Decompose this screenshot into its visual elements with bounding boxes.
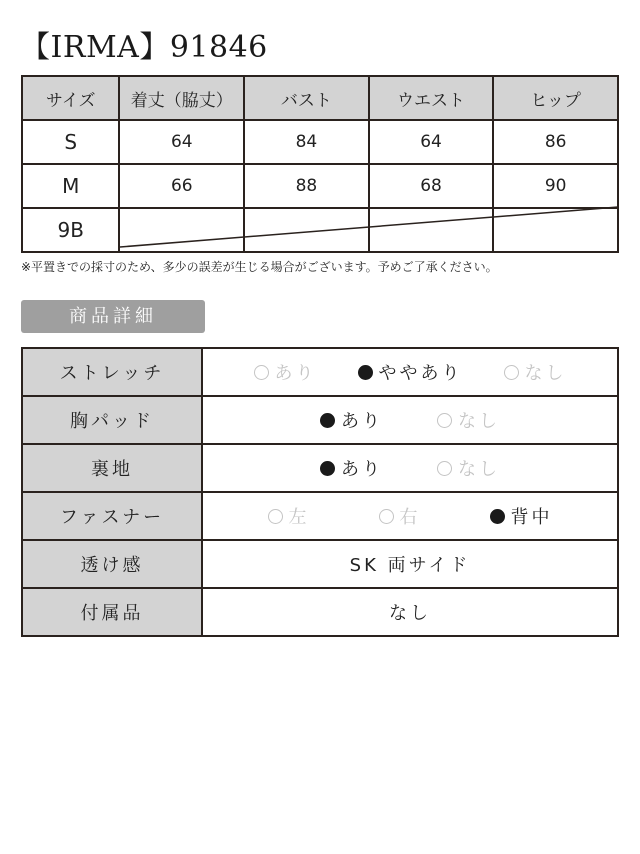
accessories-value: なし — [202, 588, 618, 636]
option-label: なし — [458, 459, 500, 480]
radio-dot-icon — [379, 509, 394, 524]
option-item — [254, 359, 317, 385]
option-label: あり — [341, 411, 383, 432]
option-label: 背中 — [510, 507, 553, 528]
cell-hip: 86 — [493, 120, 618, 164]
detail-row-zipper — [22, 492, 618, 540]
detail-row-sheerness — [22, 540, 618, 588]
option-item — [379, 503, 421, 529]
detail-row-accessories — [22, 588, 618, 636]
header-length: 着丈（脇丈） — [119, 76, 244, 120]
option-label: 右 — [399, 507, 421, 528]
option-label: 左 — [288, 507, 310, 528]
header-hip: ヒップ — [493, 76, 618, 120]
option-label: ややあり — [378, 363, 463, 384]
cell-waist — [369, 208, 494, 252]
cell-waist: 68 — [369, 164, 494, 208]
detail-table — [21, 347, 619, 637]
option-item — [504, 359, 567, 385]
cell-waist: 64 — [369, 120, 494, 164]
size-label: 9B — [22, 208, 119, 252]
size-table-header-row — [22, 76, 618, 120]
radio-dot-icon — [320, 461, 335, 476]
option-label: あり — [341, 459, 383, 480]
radio-dot-icon — [504, 365, 519, 380]
radio-dot-icon — [437, 413, 452, 428]
detail-label: 胸パッド — [22, 396, 202, 444]
sheerness-value: SK 両サイド — [202, 540, 618, 588]
option-item — [358, 359, 463, 385]
cell-hip — [493, 208, 618, 252]
radio-dot-icon — [254, 365, 269, 380]
chest-pad-options — [203, 407, 617, 433]
option-label: なし — [524, 363, 567, 384]
product-title: 【IRMA】91846 — [20, 30, 268, 65]
detail-label: ファスナー — [22, 492, 202, 540]
cell-length: 64 — [119, 120, 244, 164]
option-item — [320, 455, 383, 481]
radio-dot-icon — [320, 413, 335, 428]
detail-label: 裏地 — [22, 444, 202, 492]
table-row — [22, 120, 618, 164]
detail-label: 透け感 — [22, 540, 202, 588]
zipper-options — [203, 503, 617, 529]
cell-bust — [244, 208, 369, 252]
radio-dot-icon — [358, 365, 373, 380]
radio-dot-icon — [437, 461, 452, 476]
lining-options — [203, 455, 617, 481]
option-item — [437, 407, 500, 433]
table-row — [22, 208, 618, 252]
option-item — [437, 455, 500, 481]
cell-bust: 88 — [244, 164, 369, 208]
header-size: サイズ — [22, 76, 119, 120]
cell-length — [119, 208, 244, 252]
section-label: 商品詳細 — [21, 300, 205, 333]
detail-row-stretch — [22, 348, 618, 396]
size-label: S — [22, 120, 119, 164]
detail-label: 付属品 — [22, 588, 202, 636]
cell-length: 66 — [119, 164, 244, 208]
option-item — [268, 503, 310, 529]
option-item — [490, 503, 553, 529]
measurement-note: ※平置きでの採寸のため、多少の誤差が生じる場合がございます。予めご了承ください。 — [21, 260, 498, 274]
cell-bust: 84 — [244, 120, 369, 164]
detail-row-chest-pad — [22, 396, 618, 444]
header-bust: バスト — [244, 76, 369, 120]
radio-dot-icon — [268, 509, 283, 524]
option-item — [320, 407, 383, 433]
option-label: なし — [458, 411, 500, 432]
option-label: あり — [274, 363, 317, 384]
detail-row-lining — [22, 444, 618, 492]
size-label: M — [22, 164, 119, 208]
detail-label: ストレッチ — [22, 348, 202, 396]
stretch-options — [203, 359, 617, 385]
table-row — [22, 164, 618, 208]
radio-dot-icon — [490, 509, 505, 524]
size-table — [21, 75, 619, 253]
header-waist: ウエスト — [369, 76, 494, 120]
cell-hip: 90 — [493, 164, 618, 208]
